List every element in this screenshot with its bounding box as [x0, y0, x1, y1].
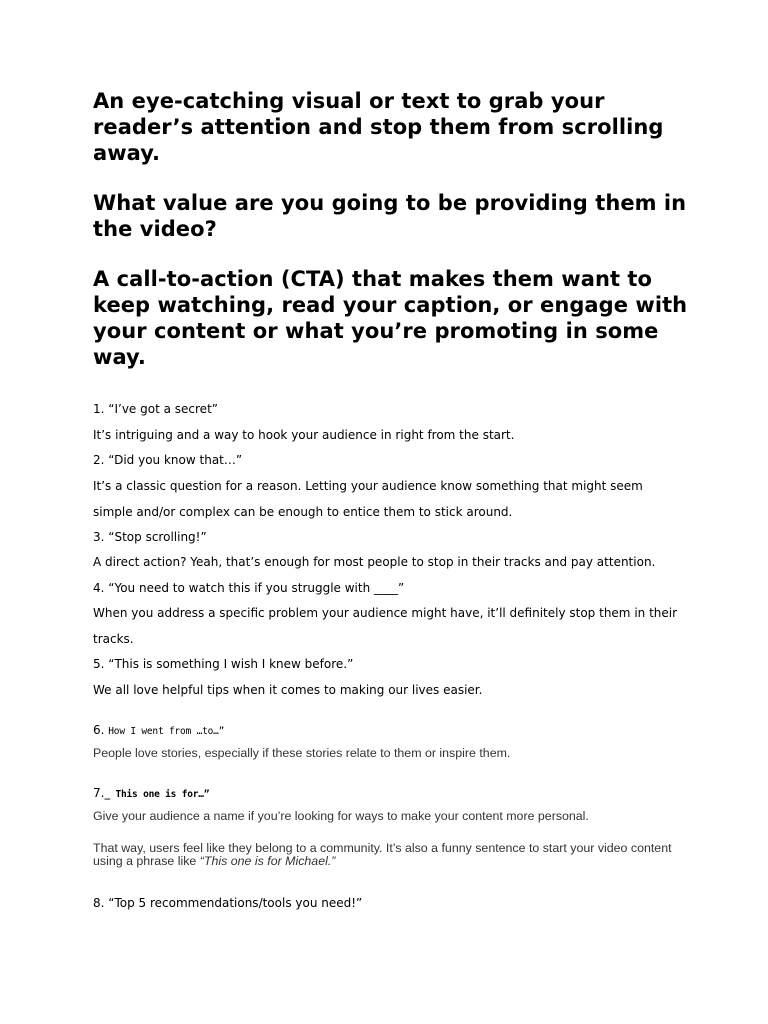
- item-4-title: 4. “You need to watch this if you struggle with ____”: [93, 581, 405, 595]
- item-7-title-line: [93, 781, 209, 808]
- item-6-title-line: [93, 718, 224, 745]
- item-5-title: 5. “This is something I wish I knew before.”: [93, 657, 354, 671]
- item-1-text: It’s intriguing and a way to hook your audience in right from the start.: [93, 428, 515, 442]
- item-7-text-2-example: “This one is for Michael.”: [199, 853, 336, 868]
- item-7-text-2: [93, 842, 683, 867]
- heading-hook: An eye-catching visual or text to grab your reader’s attention and stop them from scrolling away.: [93, 89, 664, 165]
- item-6-number: 6.: [93, 723, 105, 737]
- item-7-title: _ This one is for…”: [104, 789, 210, 800]
- item-7-text: Give your audience a name if you’re looking for ways to make your content more personal.: [93, 809, 589, 823]
- item-7-number: 7.: [93, 786, 105, 800]
- item-1-title: 1. “I’ve got a secret”: [93, 402, 218, 416]
- item-6-text: People love stories, especially if these stories relate to them or inspire them.: [93, 746, 511, 760]
- item-2-text: It’s a classic question for a reason. Letting your audience know something that might seem simple and/or complex can be enough to entice them to stick around.: [93, 479, 643, 519]
- heading-value: What value are you going to be providing them in the video?: [93, 191, 687, 241]
- item-2-title: 2. “Did you know that…”: [93, 453, 243, 467]
- item-7-text-2-main: That way, users feel like they belong to a community. It’s also a funny sentence to start your video content using a phrase like: [93, 841, 672, 868]
- heading-cta: A call-to-action (CTA) that makes them want to keep watching, read your caption, or engage with your content or what you’re promoting in some way.: [93, 267, 688, 369]
- item-3-text: A direct action? Yeah, that’s enough for most people to stop in their tracks and pay attention.: [93, 555, 656, 569]
- item-3-title: 3. “Stop scrolling!”: [93, 530, 207, 544]
- item-8-title: 8. “Top 5 recommendations/tools you need!”: [93, 896, 363, 910]
- item-6-title: How I went from …to…”: [108, 726, 225, 737]
- item-5-text: We all love helpful tips when it comes to making our lives easier.: [93, 683, 483, 697]
- item-4-text: When you address a specific problem your audience might have, it’ll definitely stop them in their tracks.: [93, 606, 678, 646]
